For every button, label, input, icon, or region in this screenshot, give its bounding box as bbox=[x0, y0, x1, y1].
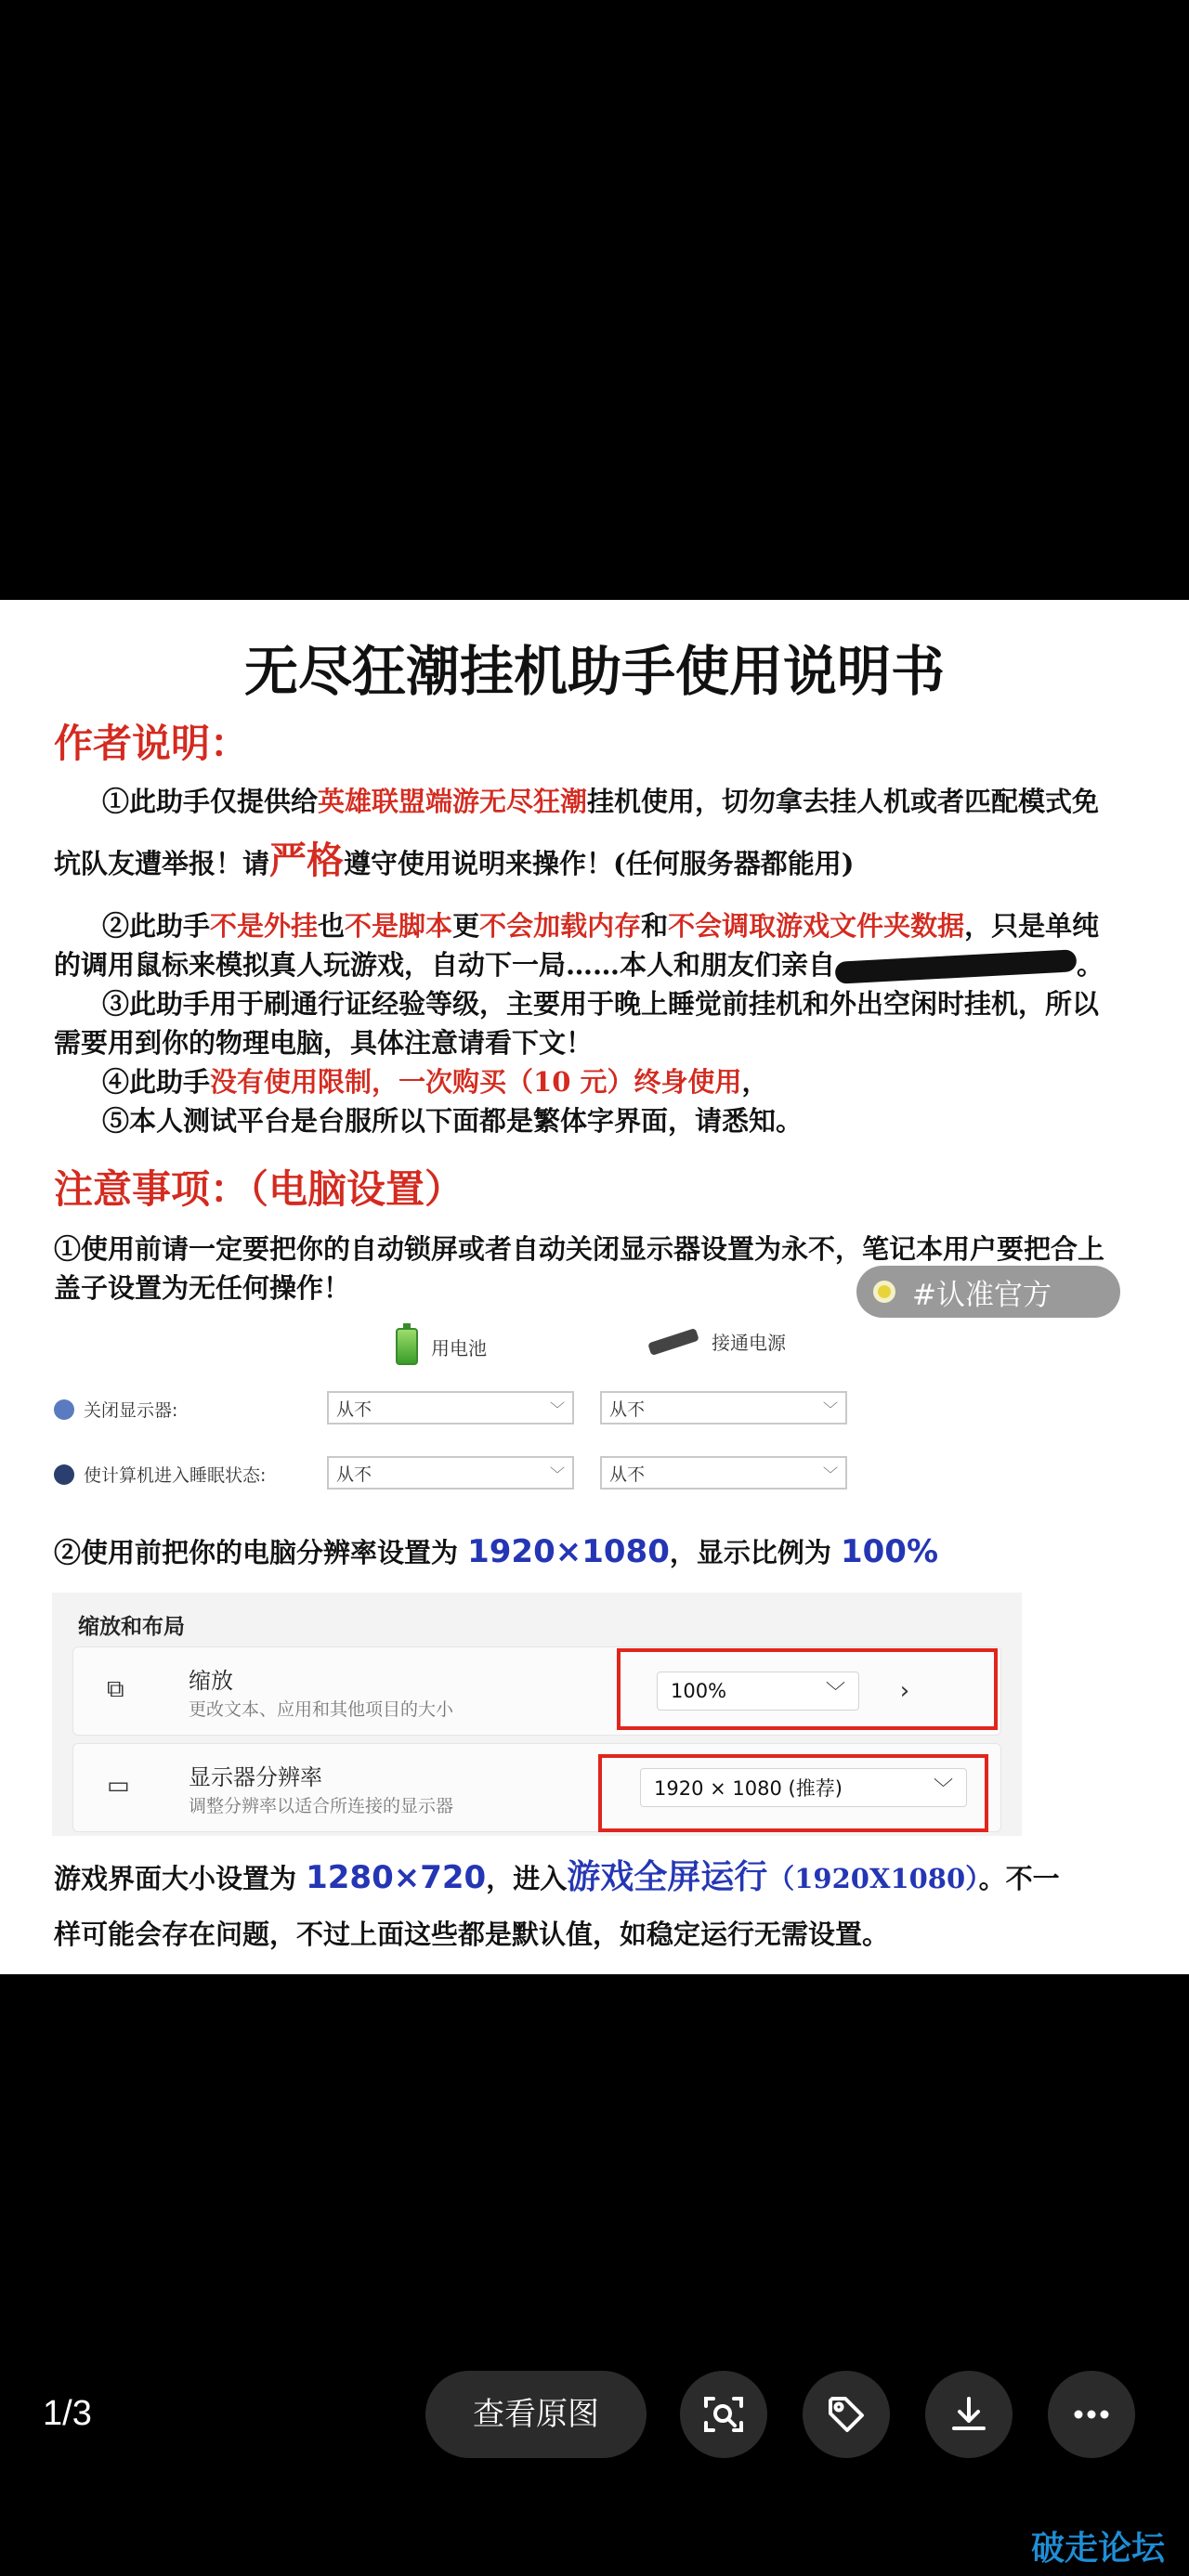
document-title: 无尽狂潮挂机助手使用说明书 bbox=[243, 640, 945, 703]
page-counter: 1/3 bbox=[43, 2394, 92, 2433]
text: ①此助手仅提供给 bbox=[102, 786, 319, 817]
display-icon: ▭ bbox=[107, 1772, 130, 1800]
battery-icon bbox=[396, 1328, 418, 1365]
battery-label: 用电池 bbox=[431, 1336, 487, 1360]
text: 和 bbox=[641, 910, 669, 942]
game-setting-line-2: 样可能会存在问题，不过上面这些都是默认值，如稳定运行无需设置。 bbox=[54, 1919, 890, 1950]
more-button[interactable] bbox=[1048, 2371, 1135, 2458]
highlight-box bbox=[617, 1648, 998, 1730]
text-red: 英雄联盟端游无尽狂潮 bbox=[318, 786, 588, 817]
plugged-column-header bbox=[648, 1328, 786, 1355]
more-icon bbox=[1068, 2391, 1115, 2438]
text-red: 不会调取游戏文件夹数据 bbox=[668, 910, 965, 942]
chevron-down-icon: ﹀ bbox=[826, 1681, 845, 1703]
row-label: 使计算机进入睡眠状态: bbox=[84, 1465, 267, 1486]
chevron-right-icon[interactable]: › bbox=[899, 1677, 910, 1705]
text: 遵守使用说明来操作！(任何服务器都能用) bbox=[344, 848, 855, 879]
text: ，只是单纯 bbox=[964, 910, 1100, 942]
scale-value: 100% bbox=[840, 1533, 939, 1570]
monitor-icon bbox=[54, 1399, 74, 1420]
text: 的调用鼠标来模拟真人玩游戏，自动下一局……本人和朋友们亲自 bbox=[54, 949, 836, 981]
select-value: 从不 bbox=[336, 1399, 372, 1420]
scale-title: 缩放 bbox=[189, 1668, 233, 1694]
power-plug-icon bbox=[647, 1327, 699, 1355]
text: 坑队友遭举报！请 bbox=[54, 848, 270, 879]
chevron-down-icon: ﹀ bbox=[934, 1777, 953, 1800]
text: ④此助手 bbox=[102, 1066, 211, 1098]
game-resolution-value: 1280×720 bbox=[306, 1859, 487, 1896]
scale-layout-heading: 缩放和布局 bbox=[78, 1615, 185, 1639]
text: ， bbox=[741, 1066, 769, 1098]
download-icon bbox=[946, 2391, 992, 2438]
note-1-line-2: 盖子设置为无任何操作！ bbox=[54, 1272, 351, 1304]
game-setting-line-1 bbox=[54, 1859, 1141, 1896]
text: ②此助手 bbox=[102, 910, 211, 942]
select-value: 100% bbox=[671, 1680, 727, 1702]
text: 也 bbox=[318, 910, 346, 942]
text: ②使用前把你的电脑分辨率设置为 bbox=[54, 1537, 468, 1568]
note-1-line-1: ①使用前请一定要把你的自动锁屏或者自动关闭显示器设置为永不，笔记本用户要把合上 bbox=[54, 1233, 1105, 1265]
resolution-value: 1920×1080 bbox=[467, 1533, 670, 1570]
power-settings-panel bbox=[54, 1319, 890, 1504]
para-1-line-1 bbox=[102, 784, 1189, 819]
chevron-down-icon: ﹀ bbox=[822, 1464, 838, 1483]
para-2-line-2 bbox=[54, 947, 1141, 982]
para-3-line-1: ③此助手用于刷通行证经验等级，主要用于晚上睡觉前挂机和外出空闲时挂机，所以 bbox=[102, 988, 1100, 1020]
notes-heading: 注意事项：（电脑设置） bbox=[54, 1166, 464, 1212]
scale-description: 更改文本、应用和其他项目的大小 bbox=[189, 1699, 454, 1720]
official-tag-chip[interactable] bbox=[856, 1266, 1120, 1318]
tag-button[interactable] bbox=[803, 2371, 890, 2458]
fullscreen-resolution: （1920X1080） bbox=[767, 1863, 979, 1894]
text: ，显示比例为 bbox=[669, 1537, 841, 1568]
row-label: 关闭显示器: bbox=[84, 1400, 178, 1421]
text-emphasis: 严格 bbox=[269, 839, 345, 882]
note-2 bbox=[54, 1534, 1141, 1570]
text: 。不一 bbox=[978, 1863, 1060, 1894]
select-value: 从不 bbox=[336, 1464, 372, 1485]
scale-icon: ⧉ bbox=[107, 1675, 124, 1703]
para-2-line-1 bbox=[102, 908, 1189, 943]
scan-search-button[interactable] bbox=[680, 2371, 767, 2458]
text: 更 bbox=[452, 910, 480, 942]
sleep-battery-select[interactable] bbox=[327, 1456, 574, 1490]
fullscreen-text: 游戏全屏运行 bbox=[567, 1857, 768, 1896]
chevron-down-icon: ﹀ bbox=[822, 1399, 838, 1418]
dot-icon bbox=[873, 1281, 895, 1303]
select-value: 从不 bbox=[609, 1464, 646, 1485]
text: 。 bbox=[1077, 949, 1104, 981]
para-3-line-2: 需要用到你的物理电脑，具体注意请看下文！ bbox=[54, 1027, 594, 1059]
plugged-label: 接通电源 bbox=[712, 1332, 786, 1354]
sleep-row bbox=[54, 1462, 266, 1487]
text-red: 不是外挂 bbox=[210, 910, 319, 942]
author-heading: 作者说明： bbox=[54, 721, 250, 766]
text: 游戏界面大小设置为 bbox=[54, 1863, 307, 1894]
resolution-title: 显示器分辨率 bbox=[189, 1764, 322, 1790]
battery-column-header bbox=[396, 1328, 487, 1365]
text: 挂机使用，切勿拿去挂人机或者匹配模式免 bbox=[587, 786, 1100, 817]
site-watermark: 破走论坛 bbox=[1030, 2530, 1165, 2568]
redaction-scribble bbox=[835, 949, 1078, 984]
scan-search-icon bbox=[700, 2391, 747, 2438]
moon-icon bbox=[54, 1464, 74, 1485]
select-value: 1920 × 1080 (推荐) bbox=[654, 1777, 843, 1800]
display-off-plugged-select[interactable] bbox=[600, 1391, 847, 1425]
text: ，进入 bbox=[486, 1863, 568, 1894]
highlight-box bbox=[598, 1754, 988, 1832]
sleep-plugged-select[interactable] bbox=[600, 1456, 847, 1490]
display-settings-panel bbox=[52, 1593, 1022, 1836]
text-red: 不会加载内存 bbox=[479, 910, 642, 942]
display-off-battery-select[interactable] bbox=[327, 1391, 574, 1425]
chip-label: #认准官方 bbox=[912, 1278, 1052, 1312]
chevron-down-icon: ﹀ bbox=[549, 1399, 565, 1418]
para-1-line-2 bbox=[54, 839, 1141, 882]
para-5: ⑤本人测试平台是台服所以下面都是繁体字界面，请悉知。 bbox=[102, 1105, 804, 1137]
para-4 bbox=[102, 1064, 1189, 1099]
select-value: 从不 bbox=[609, 1399, 646, 1420]
tag-icon bbox=[823, 2391, 869, 2438]
chevron-down-icon: ﹀ bbox=[549, 1464, 565, 1483]
download-button[interactable] bbox=[925, 2371, 1013, 2458]
view-original-button[interactable]: 查看原图 bbox=[425, 2371, 647, 2458]
text-red: 没有使用限制，一次购买（10 元）终身使用 bbox=[210, 1066, 742, 1098]
resolution-description: 调整分辨率以适合所连接的显示器 bbox=[189, 1796, 454, 1816]
turn-off-display-row bbox=[54, 1397, 177, 1422]
text-red: 不是脚本 bbox=[345, 910, 453, 942]
